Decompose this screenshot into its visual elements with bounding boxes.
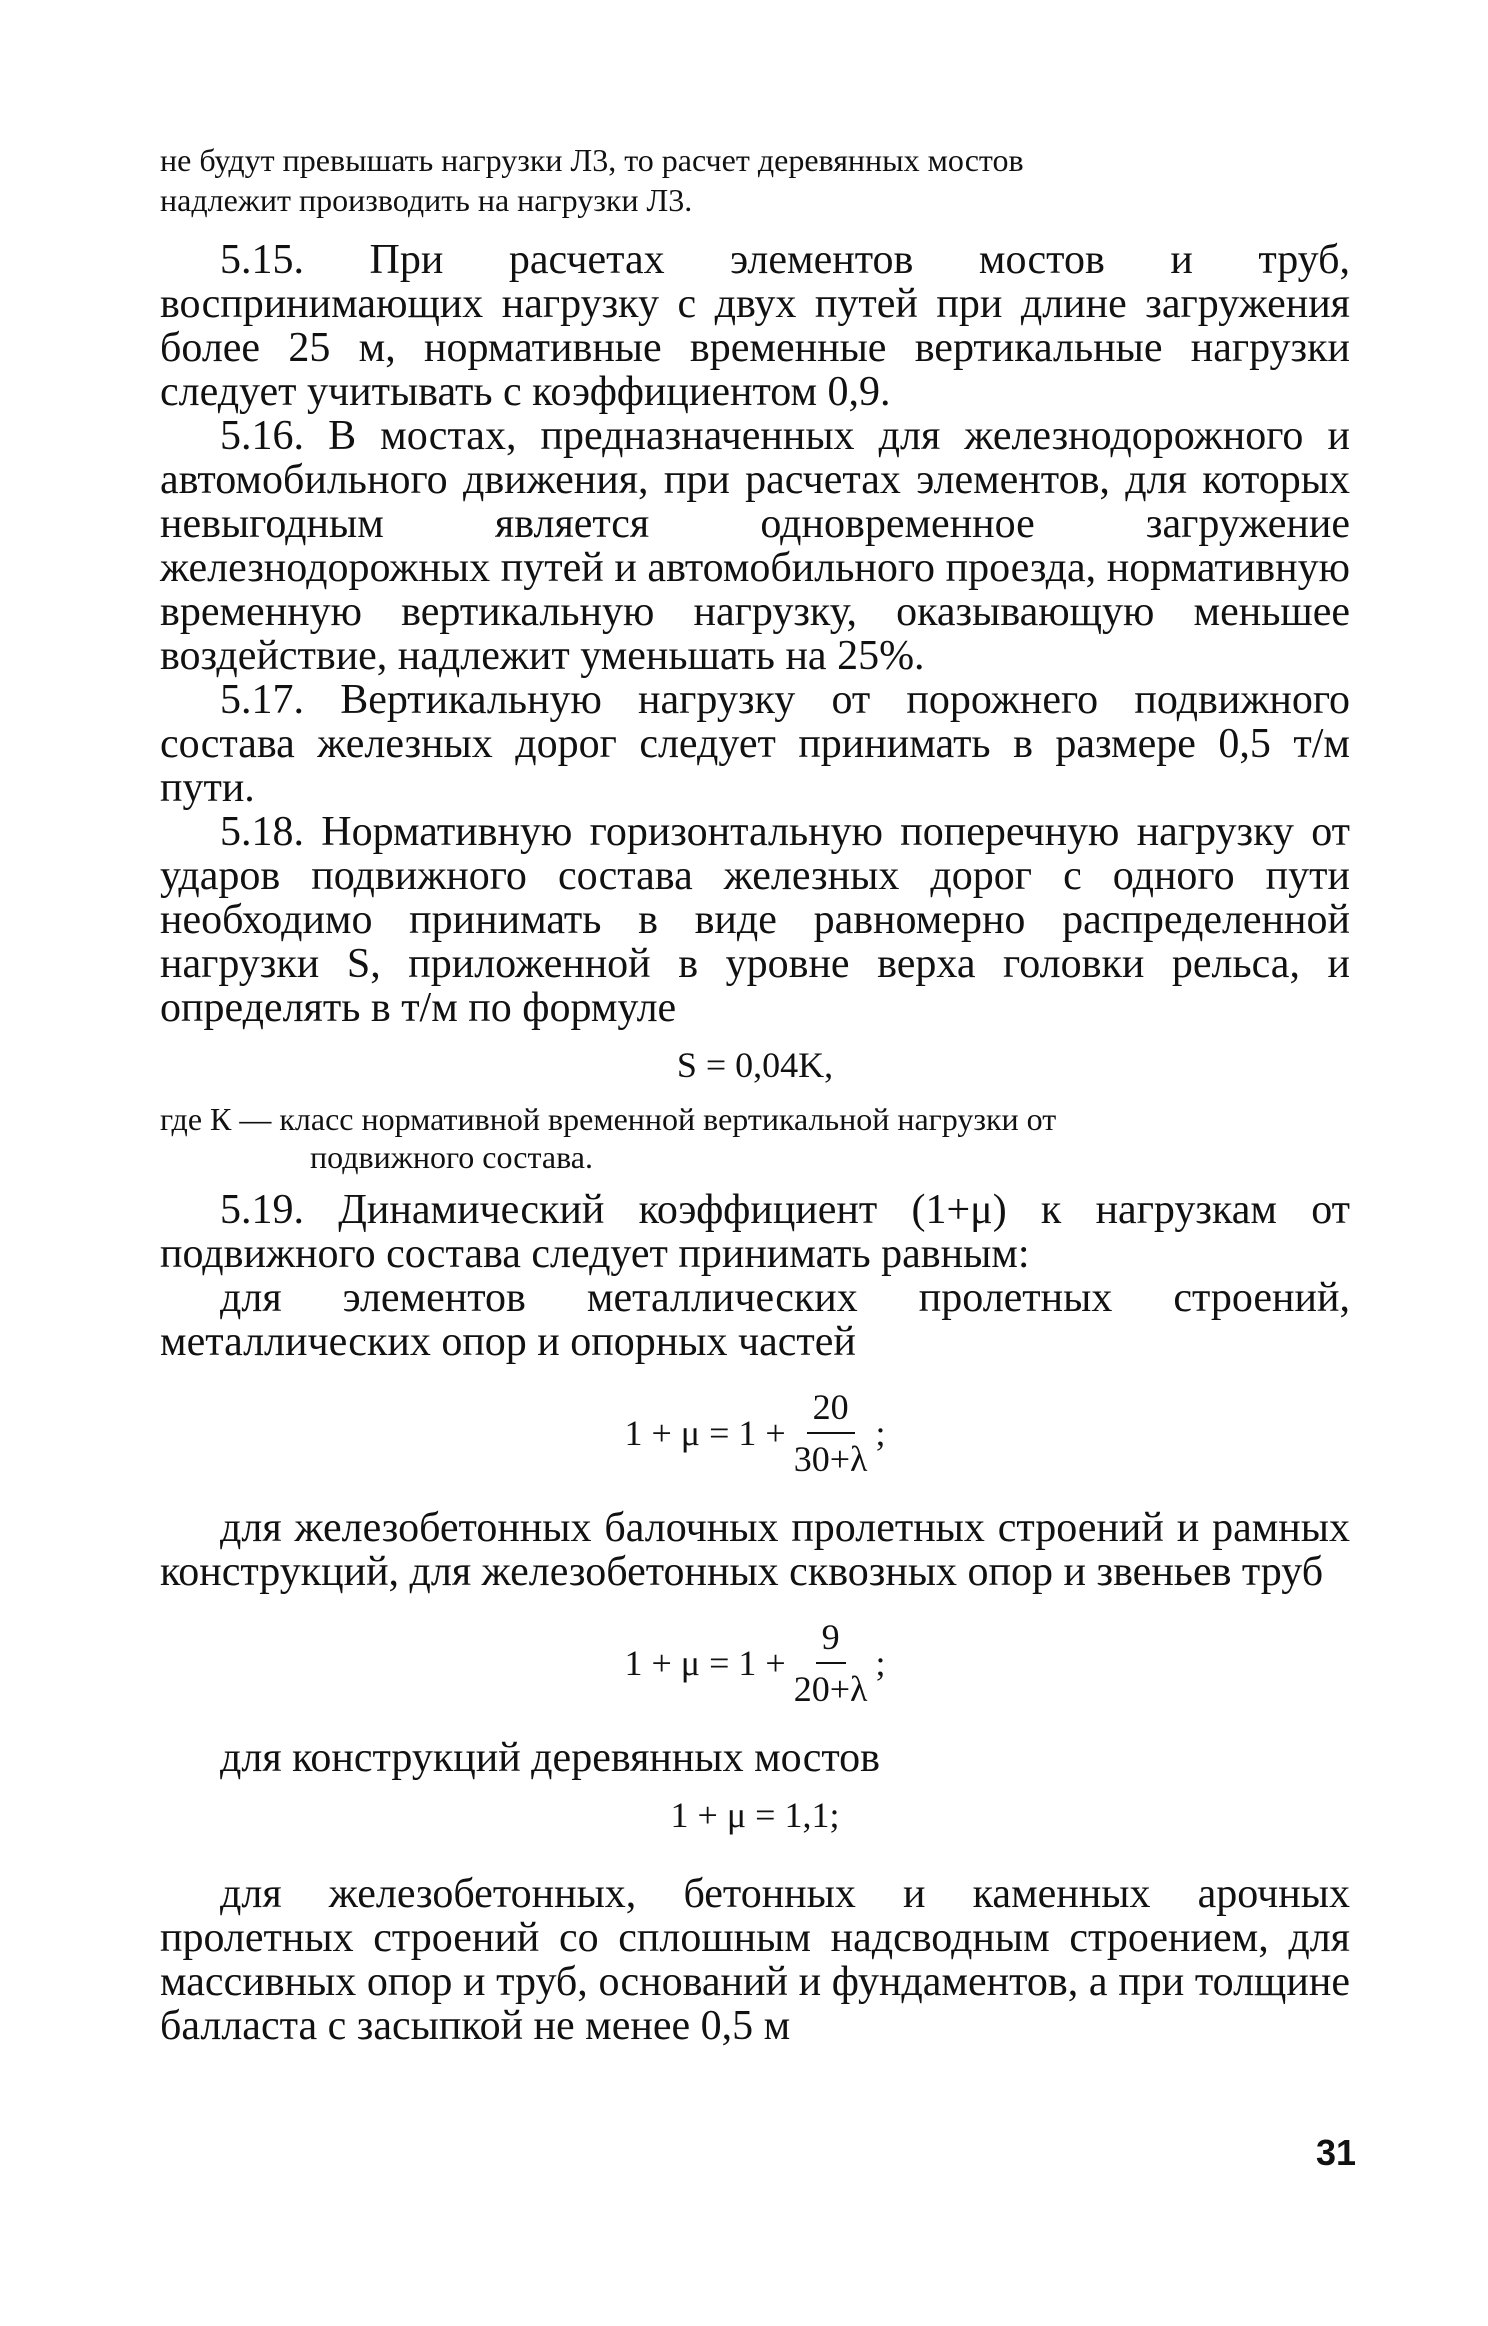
text-line: не будут превышать нагрузки Л3, то расчет деревянных мостов <box>160 142 1024 178</box>
formula-left: 1 + μ = 1 + <box>624 1643 786 1683</box>
paragraph-5-17: 5.17. Вертикальную нагрузку от порожнего подвижного состава железных дорог следует принимать в размере 0,5 т/м пути. <box>160 677 1350 811</box>
continuation-text <box>160 140 1350 220</box>
explanation-line: где К — класс нормативной временной вертикальной нагрузки от <box>160 1101 1057 1137</box>
list-item-wooden: для конструкций деревянных мостов <box>220 1735 881 1781</box>
explanation-line: подвижного состава. <box>310 1139 593 1175</box>
formula-dynamic-concrete <box>160 1616 1350 1710</box>
formula-left: 1 + μ = 1 + <box>624 1413 786 1453</box>
formula-end: ; <box>875 1413 886 1453</box>
page-number: 31 <box>1316 2132 1357 2173</box>
paragraph-5-15: 5.15. При расчетах элементов мостов и труб, воспринимающих нагрузку с двух путей при длине загружения более 25 м, нормативные временные вертикальные нагрузки следует учитывать с коэффициентом 0,9. <box>160 237 1350 415</box>
list-item-concrete-beam: для железобетонных балочных пролетных строений и рамных конструкций, для железобетонных сквозных опор и звеньев труб <box>160 1505 1350 1595</box>
fraction-numerator: 20 <box>807 1386 855 1434</box>
document-page <box>160 140 1350 2048</box>
text-line: надлежит производить на нагрузки Л3. <box>160 182 693 218</box>
list-item-arch: для железобетонных, бетонных и каменных арочных пролетных строений со сплошным надсводным строением, для массивных опор и труб, оснований и фундаментов, а при толщине балласта с засыпкой не менее 0,5 м <box>160 1871 1350 2049</box>
list-item-metal: для элементов металлических пролетных строений, металлических опор и опорных частей <box>160 1275 1350 1365</box>
formula-s: S = 0,04K, <box>676 1045 834 1085</box>
formula-end: ; <box>875 1643 886 1683</box>
fraction <box>794 1616 868 1710</box>
paragraph-5-18: 5.18. Нормативную горизонтальную поперечную нагрузку от ударов подвижного состава железных дорог с одного пути необходимо принимать в виде равномерно распределенной нагрузки S, приложенной в уровне верха головки рельса, и определять в т/м по формуле <box>160 809 1350 1031</box>
paragraph-5-16: 5.16. В мостах, предназначенных для железнодорожного и автомобильного движения, при расчетах элементов, для которых невыгодным является одновременное загружение железнодорожных путей и автомобильного проезда, нормативную временную вертикальную нагрузку, оказывающую меньшее воздействие, надлежит уменьшать на 25%. <box>160 413 1350 679</box>
formula-explanation <box>160 1100 1350 1176</box>
fraction-denominator: 20+λ <box>793 1669 868 1709</box>
fraction <box>794 1386 868 1480</box>
paragraph-5-19: 5.19. Динамический коэффициент (1+μ) к нагрузкам от подвижного состава следует принимать равным: <box>160 1187 1350 1277</box>
formula-dynamic-metal <box>160 1386 1350 1480</box>
fraction-denominator: 30+λ <box>793 1439 868 1479</box>
fraction-numerator: 9 <box>816 1616 846 1664</box>
formula-dynamic-wooden: 1 + μ = 1,1; <box>670 1795 840 1835</box>
